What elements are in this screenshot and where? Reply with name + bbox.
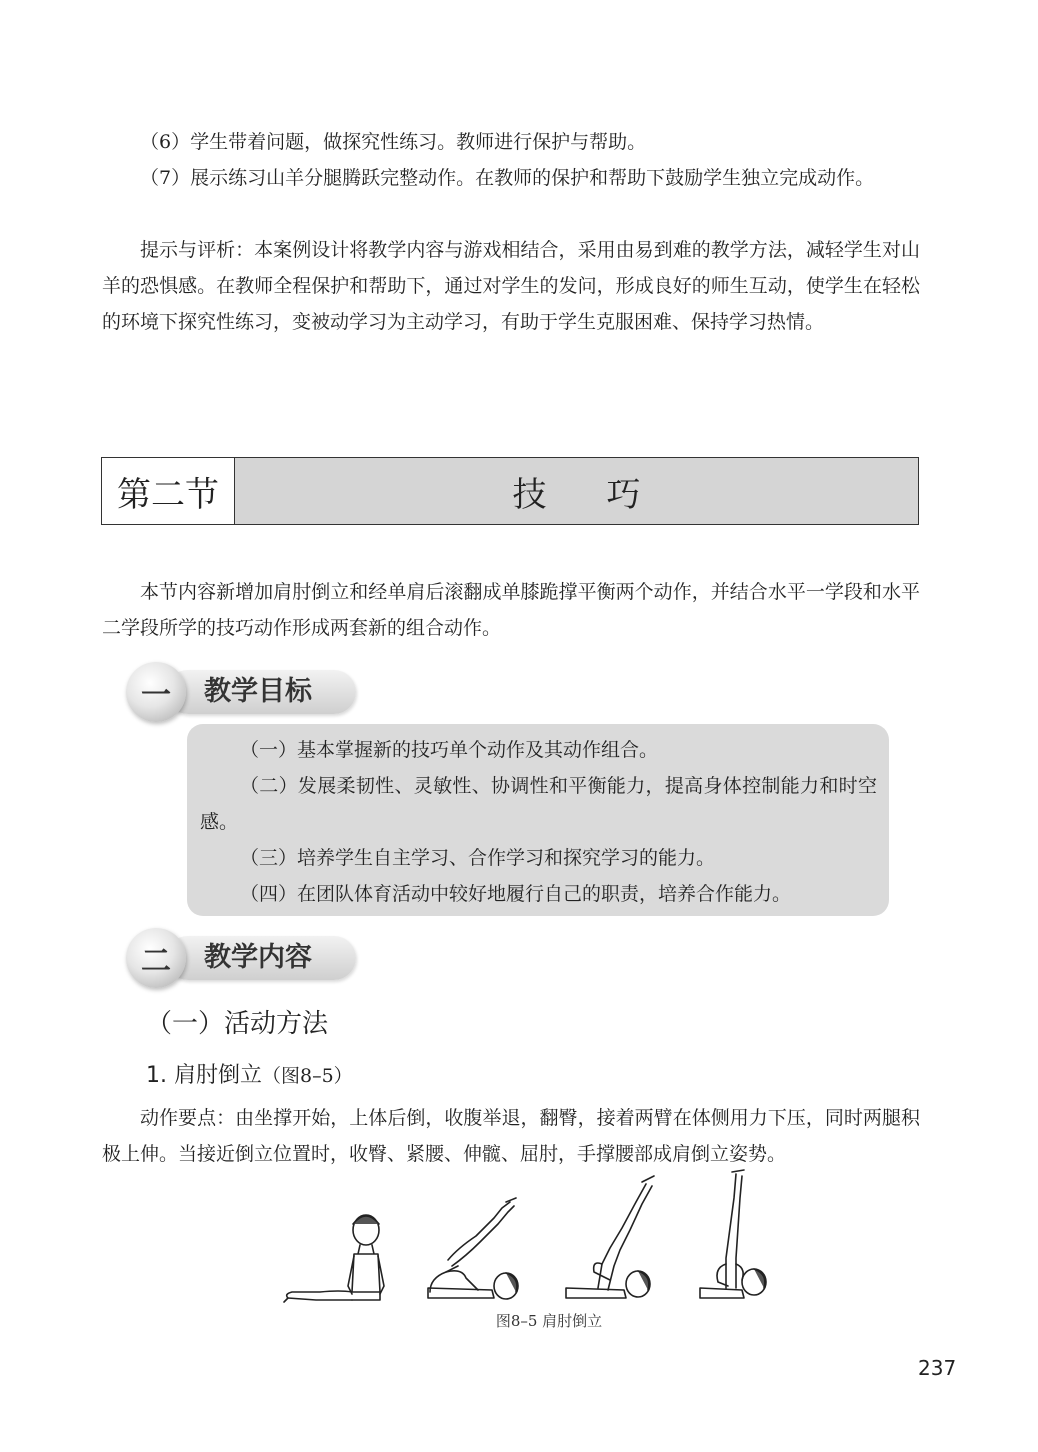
goals-box: [187, 724, 889, 916]
figure-caption: 图8–5 肩肘倒立: [495, 1312, 603, 1330]
heading-teaching-content: [126, 928, 358, 988]
paragraph-step-6: （6）学生带着问题，做探究性练习。教师进行保护与帮助。: [140, 131, 647, 153]
paragraph-action-points: 动作要点：由坐撑开始，上体后倒，收腹举退，翻臀，接着两臂在体侧用力下压，同时两腿积极上伸。当接近倒立位置时，收臀、紧腰、伸髋、屈肘，手撑腰部成肩倒立姿势。: [102, 1107, 920, 1165]
heading-number-badge: 一: [126, 662, 186, 722]
goal-item: （四）在团队体育活动中较好地履行自己的职责，培养合作能力。: [240, 883, 792, 905]
pose-legs-up: [566, 1176, 654, 1298]
shoulder-stand-illustration: [280, 1168, 780, 1314]
pose-rolling-back: [428, 1198, 518, 1299]
pose-sitting: [284, 1215, 384, 1302]
section-number: 第二节: [102, 458, 235, 524]
item-title-text: 1. 肩肘倒立: [146, 1063, 262, 1088]
paragraph-tip: 提示与评析：本案例设计将教学内容与游戏相结合，采用由易到难的教学方法，减轻学生对山羊的恐惧感。在教师全程保护和帮助下，通过对学生的发问，形成良好的师生互动，使学生在轻松的环境下探究性练习，变被动学习为主动学习，有助于学生克服困难、保持学习热情。: [102, 239, 920, 333]
heading-number-badge: 二: [126, 928, 186, 988]
goal-item: （三）培养学生自主学习、合作学习和探究学习的能力。: [240, 847, 716, 869]
section-title: 技巧: [512, 474, 701, 515]
heading-teaching-goals: [126, 662, 358, 722]
section-header: [101, 457, 919, 525]
goal-item: （二）发展柔韧性、灵敏性、协调性和平衡能力，提高身体控制能力和时空感。: [200, 775, 877, 833]
subheading-activity-methods: （一）活动方法: [146, 1009, 329, 1039]
heading-label: 教学目标: [204, 676, 312, 707]
heading-label: 教学内容: [204, 942, 312, 973]
item-title: [146, 1060, 353, 1092]
pose-shoulder-stand: [700, 1170, 766, 1298]
paragraph-step-7: （7）展示练习山羊分腿腾跃完整动作。在教师的保护和帮助下鼓励学生独立完成动作。: [140, 167, 875, 189]
section-intro: 本节内容新增加肩肘倒立和经单肩后滚翻成单膝跪撑平衡两个动作，并结合水平一学段和水平二学段所学的技巧动作形成两套新的组合动作。: [102, 581, 920, 639]
page-number: 237: [918, 1356, 957, 1380]
figure-reference: （图8–5）: [261, 1065, 353, 1087]
goal-item: （一）基本掌握新的技巧单个动作及其动作组合。: [240, 739, 659, 761]
